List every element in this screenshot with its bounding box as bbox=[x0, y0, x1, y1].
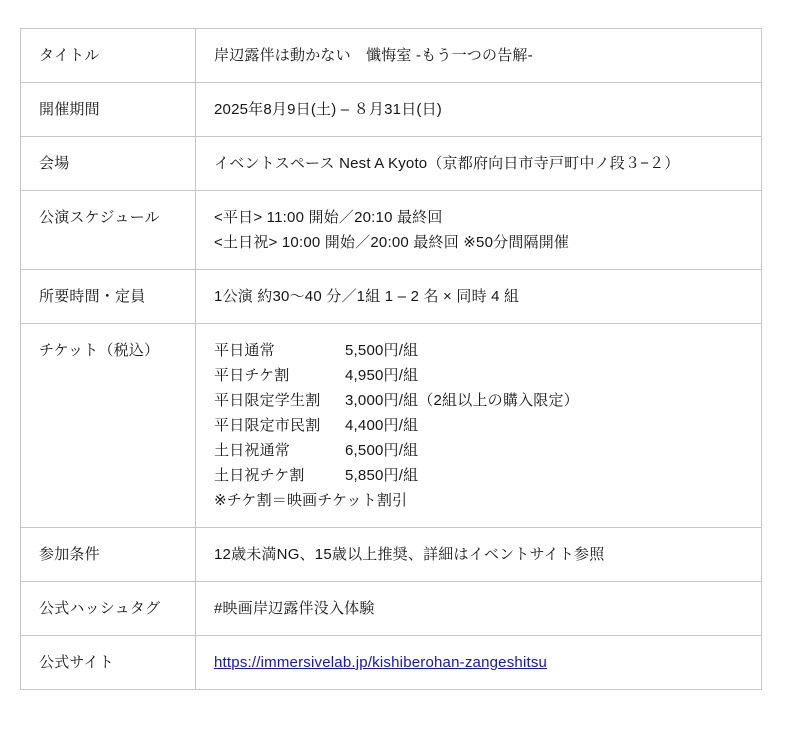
row-value-period bbox=[196, 83, 762, 137]
table-row-conditions bbox=[21, 528, 762, 582]
hashtag-text: #映画岸辺露伴没入体験 bbox=[214, 600, 375, 617]
conditions-text: 12歳未満NG、15歳以上推奨、詳細はイベントサイト参照 bbox=[214, 546, 605, 563]
page-background bbox=[0, 28, 800, 750]
row-value-venue bbox=[196, 137, 762, 191]
row-label-venue: 会場 bbox=[21, 137, 196, 191]
row-label-title: タイトル bbox=[21, 29, 196, 83]
row-value-official-site bbox=[196, 636, 762, 690]
ticket-name: 平日チケ割 bbox=[214, 367, 290, 384]
row-label-conditions: 参加条件 bbox=[21, 528, 196, 582]
ticket-price: 3,000円/組（2組以上の購入限定） bbox=[345, 392, 579, 409]
ticket-line bbox=[214, 363, 743, 388]
title-text: 岸辺露伴は動かない 懺悔室 -もう一つの告解- bbox=[214, 47, 533, 64]
row-label-official-site: 公式サイト bbox=[21, 636, 196, 690]
ticket-line bbox=[214, 463, 743, 488]
row-label-period: 開催期間 bbox=[21, 83, 196, 137]
ticket-price: 4,950円/組 bbox=[345, 367, 419, 384]
ticket-name: 土日祝チケ割 bbox=[214, 467, 305, 484]
ticket-note: ※チケ割＝映画チケット割引 bbox=[214, 492, 408, 509]
ticket-price: 4,400円/組 bbox=[345, 417, 419, 434]
table-row-venue bbox=[21, 137, 762, 191]
table-row-period bbox=[21, 83, 762, 137]
row-value-hashtag bbox=[196, 582, 762, 636]
row-label-duration: 所要時間・定員 bbox=[21, 270, 196, 324]
ticket-line bbox=[214, 388, 743, 413]
ticket-name: 平日限定市民割 bbox=[214, 417, 321, 434]
row-label-tickets: チケット（税込） bbox=[21, 324, 196, 528]
schedule-weekday-text: <平日> 11:00 開始／20:10 最終回 bbox=[214, 209, 443, 226]
table-row-tickets bbox=[21, 324, 762, 528]
ticket-line bbox=[214, 438, 743, 463]
row-value-tickets bbox=[196, 324, 762, 528]
event-info-table bbox=[20, 28, 762, 690]
row-value-title bbox=[196, 29, 762, 83]
row-label-hashtag: 公式ハッシュタグ bbox=[21, 582, 196, 636]
official-site-link[interactable]: https://immersivelab.jp/kishiberohan-zangeshitsu bbox=[214, 654, 548, 671]
table-row-duration bbox=[21, 270, 762, 324]
ticket-line bbox=[214, 338, 743, 363]
ticket-name: 土日祝通常 bbox=[214, 442, 291, 459]
ticket-name: 平日通常 bbox=[214, 342, 275, 359]
row-value-conditions bbox=[196, 528, 762, 582]
table-row-hashtag bbox=[21, 582, 762, 636]
duration-text: 1公演 約30〜40 分／1組 1 – 2 名 × 同時 4 組 bbox=[214, 288, 520, 305]
ticket-price: 5,850円/組 bbox=[345, 467, 419, 484]
row-value-duration bbox=[196, 270, 762, 324]
row-value-schedule bbox=[196, 191, 762, 270]
period-text: 2025年8月9日(土) – ８月31日(日) bbox=[214, 101, 442, 118]
venue-text: イベントスペース Nest A Kyoto（京都府向日市寺戸町中ノ段３−２） bbox=[214, 155, 680, 172]
ticket-price: 5,500円/組 bbox=[345, 342, 419, 359]
ticket-line bbox=[214, 413, 743, 438]
ticket-name: 平日限定学生割 bbox=[214, 392, 321, 409]
row-label-schedule: 公演スケジュール bbox=[21, 191, 196, 270]
table-row-official-site bbox=[21, 636, 762, 690]
table-row-title bbox=[21, 29, 762, 83]
table-row-schedule bbox=[21, 191, 762, 270]
ticket-price: 6,500円/組 bbox=[345, 442, 419, 459]
schedule-weekend-text: <土日祝> 10:00 開始／20:00 最終回 ※50分間隔開催 bbox=[214, 234, 570, 251]
